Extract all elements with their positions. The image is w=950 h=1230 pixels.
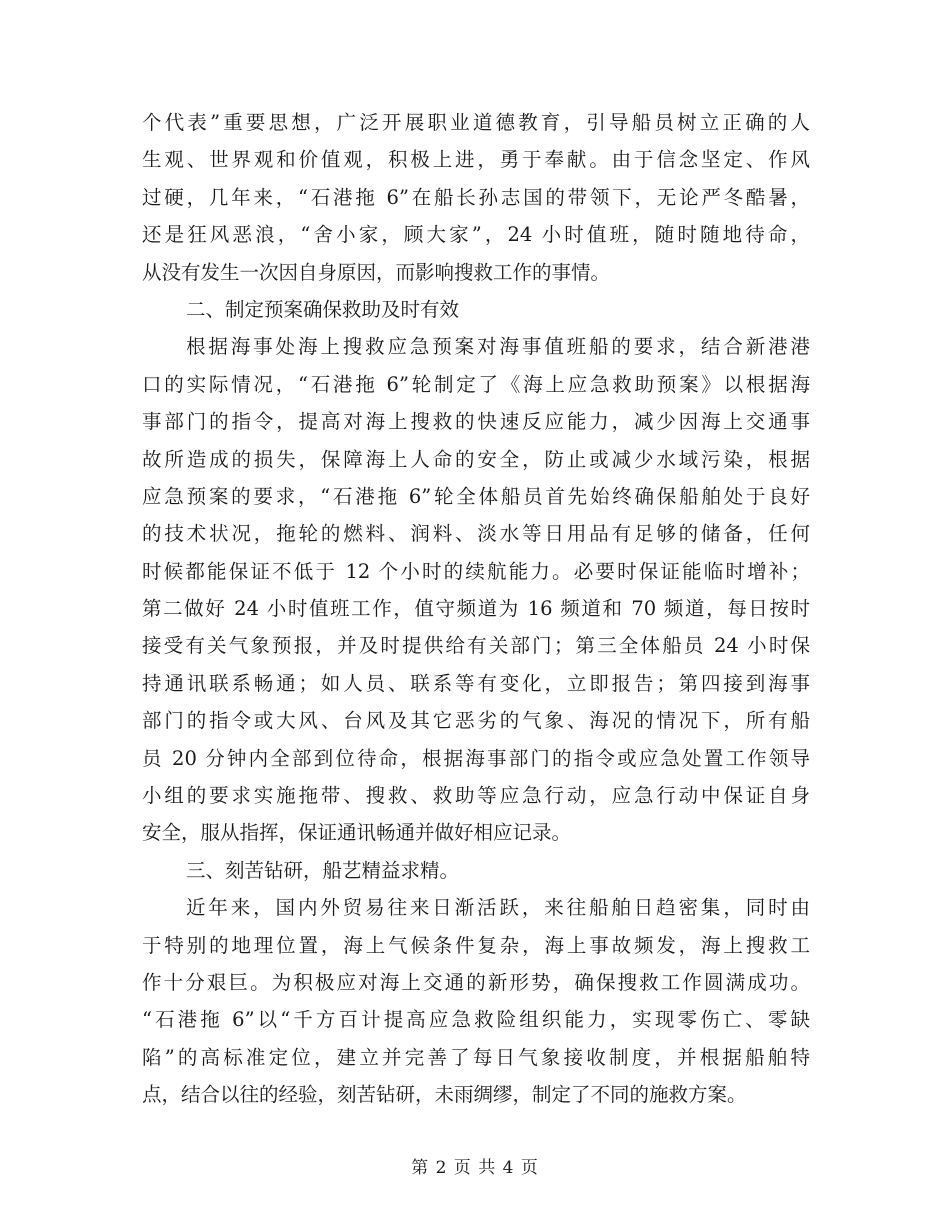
text-line: 第二做好 24 小时值班工作，值守频道为 16 频道和 70 频道，每日按时 <box>142 597 810 621</box>
text-line: 事部门的指令，提高对海上搜救的快速反应能力，减少因海上交通事 <box>142 410 810 434</box>
section-heading <box>142 852 810 889</box>
text-line: 三、刻苦钻研，船艺精益求精。 <box>186 858 460 882</box>
text-line: 的技术状况，拖轮的燃料、润料、淡水等日用品有足够的储备，任何 <box>142 522 810 546</box>
text-line: 小组的要求实施拖带、搜救、救助等应急行动，应急行动中保证自身 <box>142 784 810 808</box>
paragraph <box>142 104 810 291</box>
text-line: 根据海事处海上搜救应急预案对海事值班船的要求，结合新港港 <box>186 335 810 359</box>
text-line: 生观、世界观和价值观，积极上进，勇于奉献。由于信念坚定、作风 <box>142 148 810 172</box>
text-line: 接受有关气象预报，并及时提供给有关部门；第三全体船员 24 小时保 <box>142 634 810 658</box>
text-line: 口的实际情况，“石港拖 6”轮制定了《海上应急救助预案》以根据海 <box>142 372 810 396</box>
section-heading <box>142 291 810 328</box>
text-line: 时候都能保证不低于 12 个小时的续航能力。必要时保证能临时增补； <box>142 559 810 583</box>
text-line: 员 20 分钟内全部到位待命，根据海事部门的指令或应急处置工作领导 <box>142 746 810 770</box>
text-line: 个代表”重要思想，广泛开展职业道德教育，引导船员树立正确的人 <box>142 111 810 134</box>
text-line: 持通讯联系畅通；如人员、联系等有变化，立即报告；第四接到海事 <box>142 671 810 695</box>
text-line: 安全，服从指挥，保证通讯畅通并做好相应记录。 <box>142 821 572 845</box>
page-footer: 第 2 页 共 4 页 <box>411 1158 539 1178</box>
text-line: 故所造成的损失，保障海上人命的安全，防止或减少水域污染，根据 <box>142 447 810 471</box>
text-line: 过硬，几年来，“石港拖 6”在船长孙志国的带领下，无论严冬酷暑， <box>142 185 810 209</box>
document-body <box>142 104 810 1114</box>
text-line: 近年来，国内外贸易往来日渐活跃，来往船舶日趋密集，同时由 <box>186 896 810 920</box>
text-line: 还是狂风恶浪，“舍小家，顾大家”，24 小时值班，随时随地待命， <box>142 223 810 247</box>
text-line: “石港拖 6”以“千方百计提高应急救险组织能力，实现零伤亡、零缺 <box>142 1008 810 1032</box>
text-line: 作十分艰巨。为积极应对海上交通的新形势，确保搜救工作圆满成功。 <box>142 970 810 994</box>
paragraph <box>142 889 810 1113</box>
text-line: 于特别的地理位置，海上气候条件复杂，海上事故频发，海上搜救工 <box>142 933 810 957</box>
text-line: 应急预案的要求，“石港拖 6”轮全体船员首先始终确保船舶处于良好 <box>142 484 810 508</box>
text-line: 点，结合以往的经验，刻苦钻研，未雨绸缪，制定了不同的施救方案。 <box>142 1083 747 1107</box>
text-line: 二、制定预案确保救助及时有效 <box>186 297 460 321</box>
text-line: 部门的指令或大风、台风及其它恶劣的气象、海况的情况下，所有船 <box>142 709 810 733</box>
text-line: 陷”的高标准定位，建立并完善了每日气象接收制度，并根据船舶特 <box>142 1045 810 1069</box>
paragraph <box>142 328 810 851</box>
text-line: 从没有发生一次因自身原因，而影响搜救工作的事情。 <box>142 260 611 284</box>
